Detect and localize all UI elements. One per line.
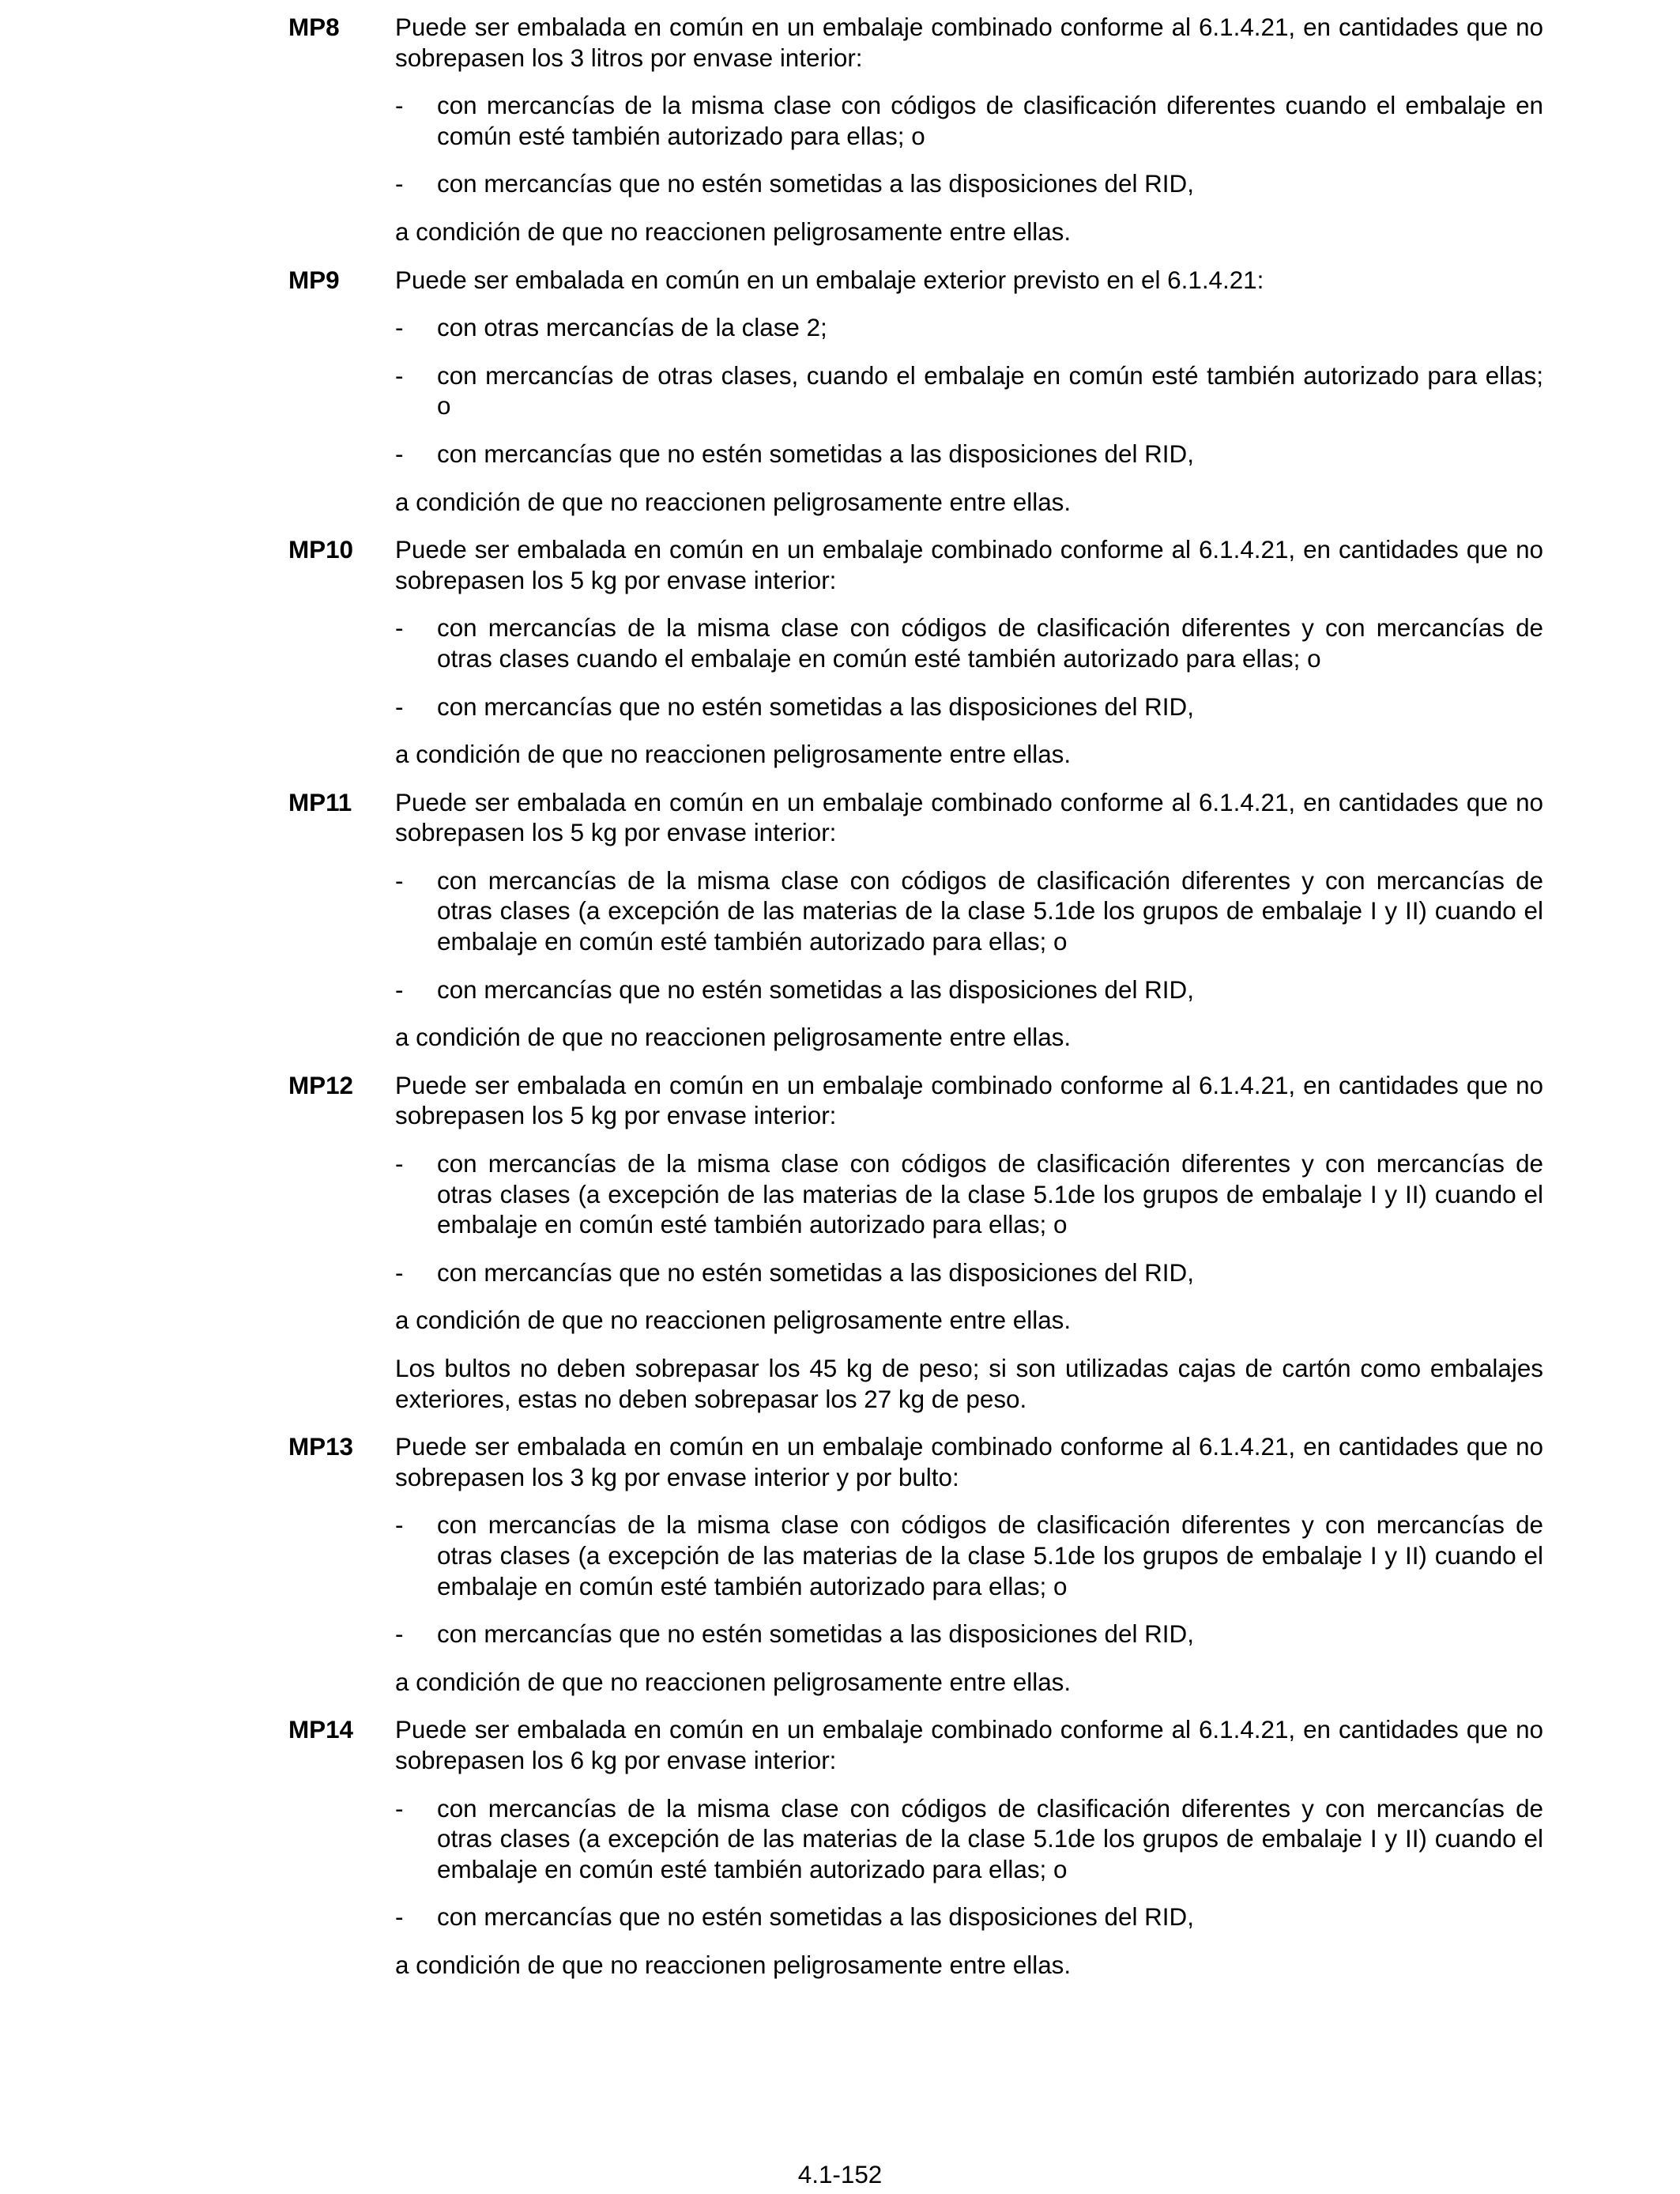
provision-condition: a condición de que no reaccionen peligrosamente entre ellas. (395, 217, 1072, 246)
list-item (395, 91, 1543, 152)
provision-code: MP11 (288, 788, 352, 816)
provision-intro: Puede ser embalada en común en un embalaje combinado conforme al 6.1.4.21, en cantidades que no sobrepasen los 3 litros por envase interior: (395, 13, 1543, 72)
list-item (395, 1619, 1543, 1650)
provision-condition: a condición de que no reaccionen peligrosamente entre ellas. (395, 1668, 1072, 1696)
provision-mp12 (288, 1071, 1543, 1415)
provision-code: MP8 (288, 13, 340, 41)
list-item-text: con mercancías que no estén sometidas a las disposiciones del RID, (437, 975, 1194, 1004)
list-item (395, 1902, 1543, 1933)
provision-code: MP13 (288, 1433, 354, 1461)
bullet-marker: - (395, 170, 404, 198)
provision-mp8 (288, 13, 1543, 248)
provision-intro: Puede ser embalada en común en un embalaje combinado conforme al 6.1.4.21, en cantidades que no sobrepasen los 5 kg por envase interior: (395, 788, 1543, 847)
bullet-marker: - (395, 1620, 404, 1649)
provision-condition: a condición de que no reaccionen peligrosamente entre ellas. (395, 1951, 1072, 1979)
provision-condition: a condición de que no reaccionen peligrosamente entre ellas. (395, 741, 1072, 769)
list-item (395, 313, 1543, 344)
list-item-text: con mercancías que no estén sometidas a las disposiciones del RID, (437, 1620, 1194, 1649)
provision-mp13 (288, 1432, 1543, 1698)
list-item-text: con mercancías de la misma clase con códigos de clasificación diferentes y con mercancías de otras clases (a excepción de las materias de la clase 5.1de los grupos de embalaje I y II) cuando el embalaje en común esté también autorizado para ellas; o (437, 1511, 1543, 1600)
bullet-marker: - (395, 439, 404, 468)
list-item (395, 1510, 1543, 1602)
list-item (395, 1794, 1543, 1886)
list-item-text: con mercancías que no estén sometidas a las disposiciones del RID, (437, 1903, 1194, 1932)
list-item (395, 439, 1543, 470)
list-item (395, 975, 1543, 1006)
bullet-marker: - (395, 1511, 404, 1540)
provision-mp10 (288, 535, 1543, 771)
bullet-marker: - (395, 92, 404, 120)
list-item (395, 1149, 1543, 1241)
provision-code: MP10 (288, 536, 354, 564)
provision-code: MP14 (288, 1716, 354, 1744)
bullet-marker: - (395, 975, 404, 1004)
bullet-marker: - (395, 1794, 404, 1823)
provision-mp11 (288, 788, 1543, 1054)
list-item (395, 1258, 1543, 1289)
list-item (395, 866, 1543, 958)
bullet-marker: - (395, 1903, 404, 1932)
list-item-text: con mercancías de la misma clase con códigos de clasificación diferentes y con mercancías de otras clases (a excepción de las materias de la clase 5.1de los grupos de embalaje I y II) cuando el embalaje en común esté también autorizado para ellas; o (437, 1794, 1543, 1883)
list-item (395, 361, 1543, 422)
bullet-marker: - (395, 692, 404, 721)
list-item (395, 169, 1543, 200)
list-item-text: con mercancías que no estén sometidas a las disposiciones del RID, (437, 1258, 1194, 1287)
bullet-marker: - (395, 866, 404, 895)
list-item-text: con otras mercancías de la clase 2; (437, 314, 827, 342)
list-item (395, 692, 1543, 723)
list-item-text: con mercancías de la misma clase con códigos de clasificación diferentes y con mercancías de otras clases (a excepción de las materias de la clase 5.1de los grupos de embalaje I y II) cuando el embalaje en común esté también autorizado para ellas; o (437, 1150, 1543, 1239)
provision-intro: Puede ser embalada en común en un embalaje combinado conforme al 6.1.4.21, en cantidades que no sobrepasen los 3 kg por envase interior y por bulto: (395, 1433, 1543, 1491)
list-item-text: con mercancías que no estén sometidas a las disposiciones del RID, (437, 692, 1194, 721)
bullet-marker: - (395, 614, 404, 643)
provision-mp9 (288, 266, 1543, 518)
document-body (288, 13, 1543, 1999)
bullet-marker: - (395, 1150, 404, 1178)
provision-intro: Puede ser embalada en común en un embalaje combinado conforme al 6.1.4.21, en cantidades que no sobrepasen los 5 kg por envase interior: (395, 1071, 1543, 1130)
provision-condition: a condición de que no reaccionen peligrosamente entre ellas. (395, 488, 1072, 516)
bullet-marker: - (395, 361, 404, 390)
provision-mp14 (288, 1715, 1543, 1981)
bullet-marker: - (395, 314, 404, 342)
list-item-text: con mercancías que no estén sometidas a las disposiciones del RID, (437, 170, 1194, 198)
provision-intro: Puede ser embalada en común en un embalaje combinado conforme al 6.1.4.21, en cantidades que no sobrepasen los 6 kg por envase interior: (395, 1716, 1543, 1774)
provision-condition: a condición de que no reaccionen peligrosamente entre ellas. (395, 1306, 1072, 1335)
list-item-text: con mercancías de otras clases, cuando el embalaje en común esté también autorizado para ellas; o (437, 361, 1543, 420)
provision-intro: Puede ser embalada en común en un embalaje combinado conforme al 6.1.4.21, en cantidades que no sobrepasen los 5 kg por envase interior: (395, 536, 1543, 594)
list-item-text: con mercancías de la misma clase con códigos de clasificación diferentes y con mercancías de otras clases cuando el embalaje en común esté también autorizado para ellas; o (437, 614, 1543, 673)
list-item-text: con mercancías que no estén sometidas a las disposiciones del RID, (437, 439, 1194, 468)
provision-note: Los bultos no deben sobrepasar los 45 kg de peso; si son utilizadas cajas de cartón como embalajes exteriores, estas no deben sobrepasar los 27 kg de peso. (395, 1355, 1543, 1413)
list-item-text: con mercancías de la misma clase con códigos de clasificación diferentes cuando el embalaje en común esté también autorizado para ellas; o (437, 92, 1543, 150)
provision-code: MP12 (288, 1071, 354, 1099)
provision-code: MP9 (288, 266, 340, 294)
provision-intro: Puede ser embalada en común en un embalaje exterior previsto en el 6.1.4.21: (395, 266, 1264, 294)
list-item-text: con mercancías de la misma clase con códigos de clasificación diferentes y con mercancías de otras clases (a excepción de las materias de la clase 5.1de los grupos de embalaje I y II) cuando el embalaje en común esté también autorizado para ellas; o (437, 866, 1543, 956)
page-number: 4.1-152 (797, 2161, 883, 2188)
provision-condition: a condición de que no reaccionen peligrosamente entre ellas. (395, 1023, 1072, 1052)
bullet-marker: - (395, 1258, 404, 1287)
list-item (395, 613, 1543, 674)
